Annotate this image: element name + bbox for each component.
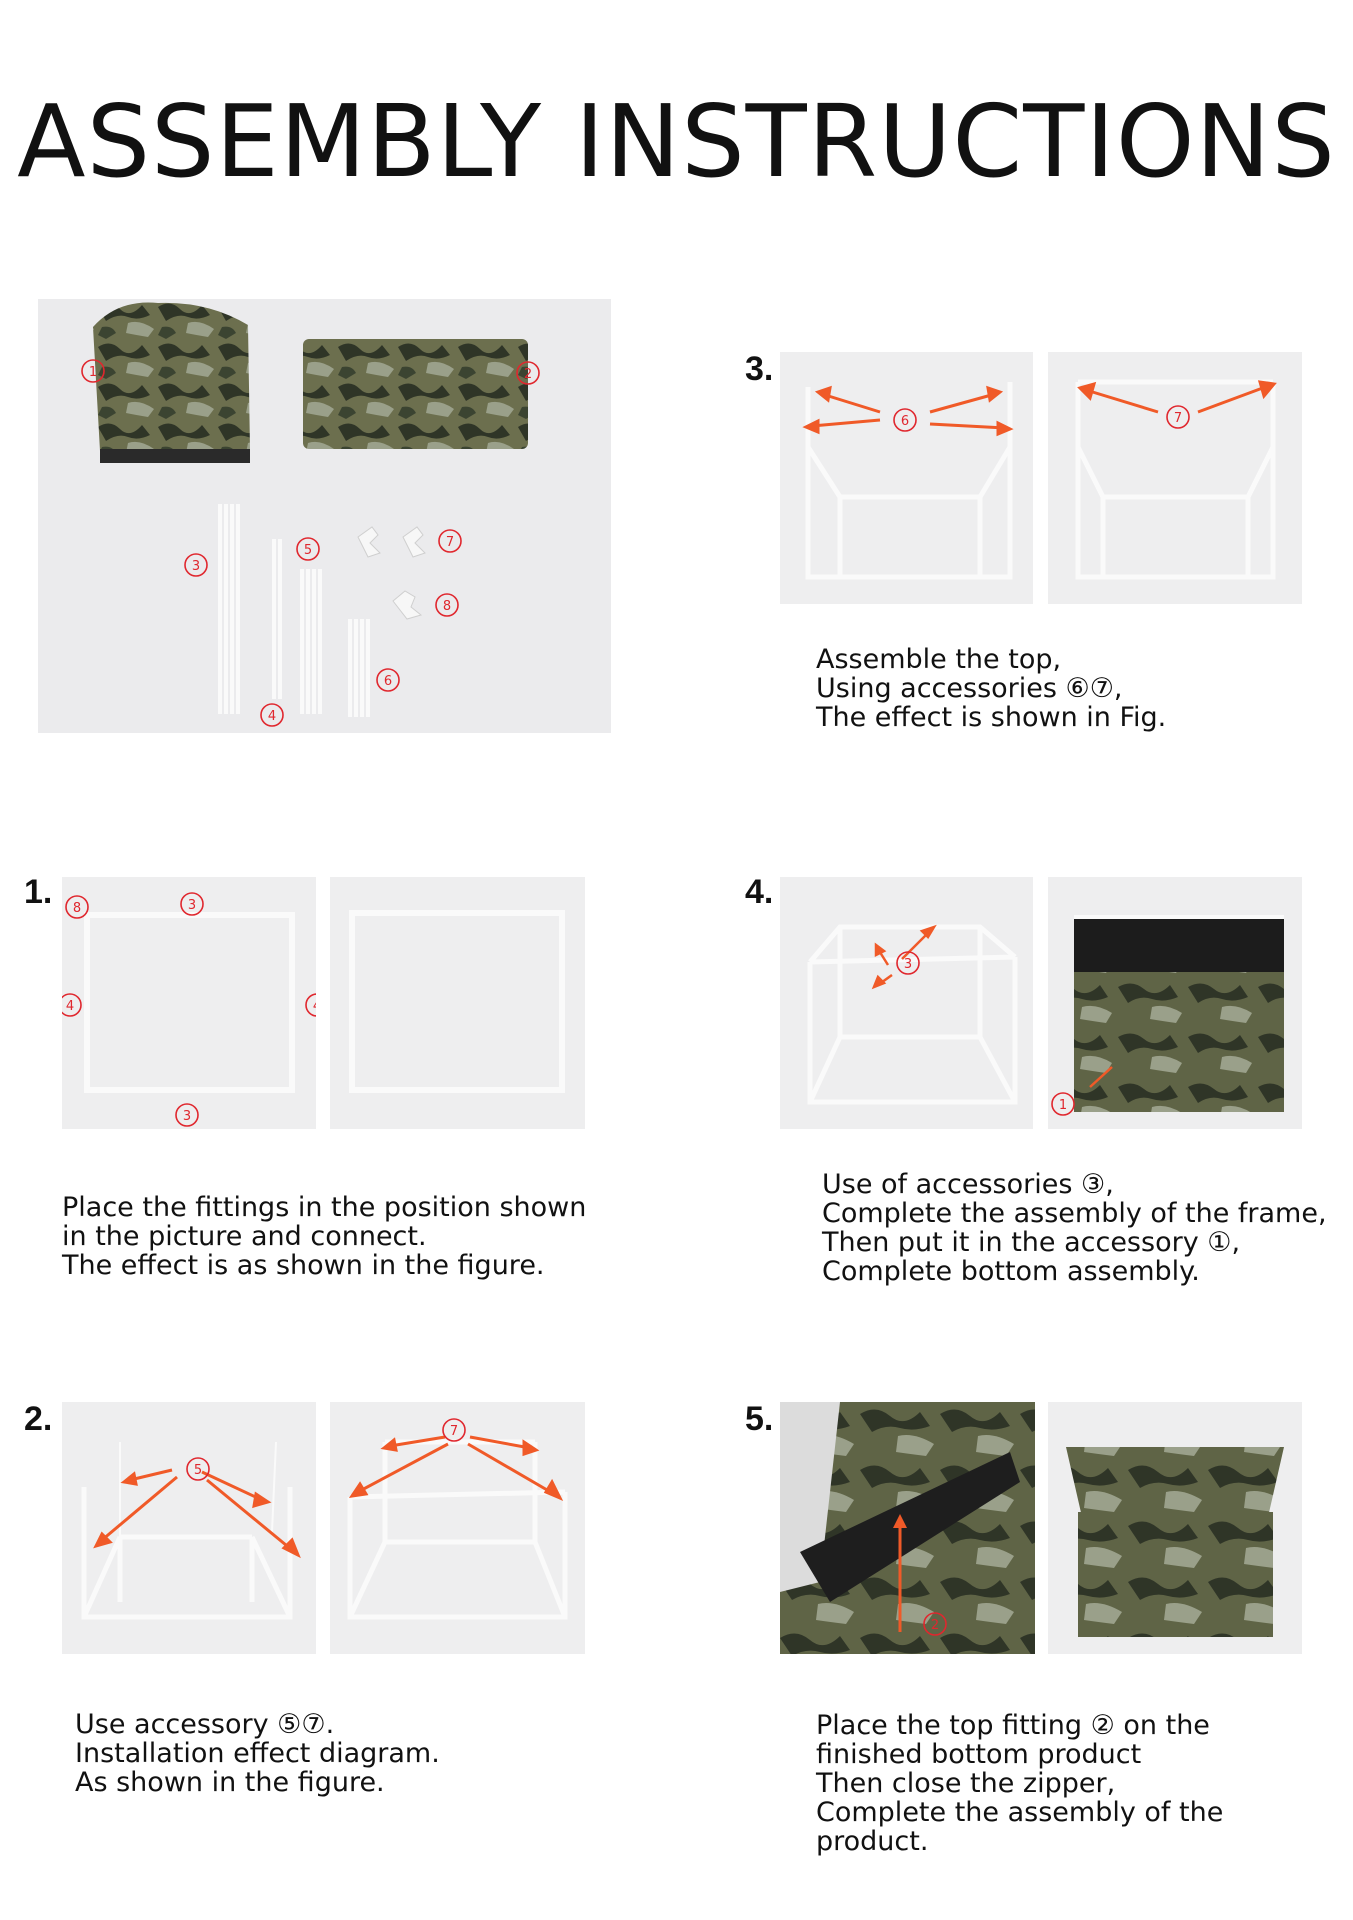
part-label-1: 1	[88, 365, 98, 380]
step-2-photo-b	[330, 1402, 585, 1654]
svg-text:5: 5	[193, 1463, 203, 1478]
step-3-caption: Assemble the top, Using accessories ⑥⑦, The effect is shown in Fig.	[816, 644, 1167, 733]
bag-body	[1074, 972, 1284, 1112]
svg-text:6: 6	[900, 414, 910, 429]
step-3-number: 3.	[745, 350, 774, 388]
step-5-photo-a	[780, 1402, 1035, 1654]
part-label-7: 7	[445, 535, 455, 550]
svg-text:4: 4	[65, 999, 75, 1014]
step-5-photo-b	[1048, 1402, 1302, 1654]
step-4-caption: Use of accessories ③, Complete the assembly of the frame, Then put it in the accessory ①, Complete bottom assembly.	[822, 1169, 1327, 1287]
finished-body	[1078, 1512, 1273, 1637]
step-3-photo-a	[780, 352, 1033, 604]
connectors	[358, 527, 425, 619]
page-title: ASSEMBLY INSTRUCTIONS	[17, 83, 1336, 200]
part-label-4: 4	[267, 709, 277, 724]
arrows	[1080, 382, 1274, 412]
step-5-number: 5.	[745, 1400, 774, 1438]
parts-photo	[38, 299, 611, 733]
parts-illustration	[38, 299, 611, 733]
svg-text:3: 3	[187, 898, 197, 913]
part-label-3: 3	[191, 559, 201, 574]
part-label-5: 5	[303, 543, 313, 558]
top-cover-accessory-2	[303, 339, 528, 449]
step-4-photo-a	[780, 877, 1033, 1129]
step-2-number: 2.	[24, 1400, 53, 1438]
svg-text:7: 7	[449, 1424, 459, 1439]
step-1-number: 1.	[24, 873, 53, 911]
svg-text:3: 3	[903, 957, 913, 972]
finished-top	[1066, 1447, 1284, 1517]
step-3-photo-b	[1048, 352, 1302, 604]
step-2-caption: Use accessory ⑤⑦. Installation effect diagram. As shown in the figure.	[75, 1709, 440, 1798]
part-label-8: 8	[442, 599, 452, 614]
frame	[808, 382, 1010, 577]
svg-text:8: 8	[72, 901, 82, 916]
bag-accessory-1	[93, 303, 250, 459]
svg-text:4: 4	[312, 999, 322, 1014]
step-1-caption: Place the fittings in the position shown in the picture and connect. The effect is as shown in the figure.	[62, 1192, 587, 1281]
step-1-photo-a	[62, 877, 322, 1129]
rods	[220, 504, 368, 717]
part-label-2: 2	[523, 367, 533, 382]
step-1-photo-b	[330, 877, 585, 1129]
svg-text:7: 7	[1173, 411, 1183, 426]
step-5-caption: Place the top fitting ② on the finished bottom product Then close the zipper, Complete the assembly of the product.	[816, 1710, 1224, 1857]
step-4-photo-b	[1048, 877, 1302, 1129]
svg-text:3: 3	[182, 1109, 192, 1124]
step-4-number: 4.	[745, 873, 774, 911]
step-2-photo-a	[62, 1402, 316, 1654]
part-label-6: 6	[383, 674, 393, 689]
svg-text:1: 1	[1058, 1098, 1068, 1113]
svg-text:2: 2	[930, 1618, 940, 1633]
